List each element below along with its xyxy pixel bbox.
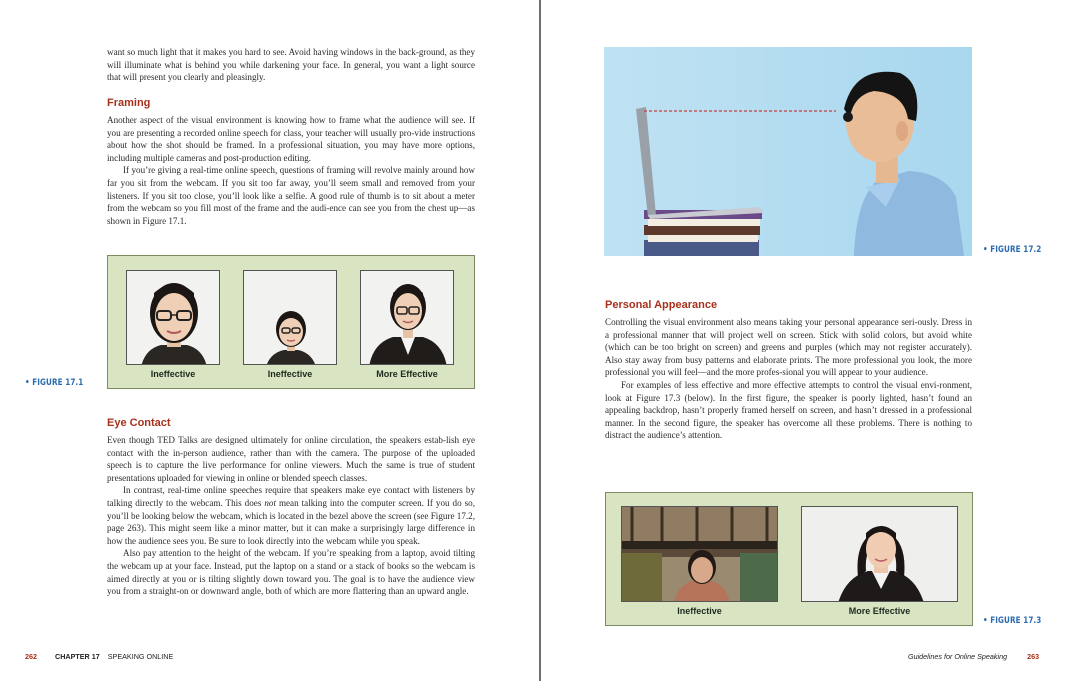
figure-17-1-caption-3: More Effective bbox=[376, 369, 438, 379]
figure-17-3-caption-2: More Effective bbox=[848, 606, 911, 616]
figure-17-3-photo-more-effective bbox=[801, 506, 958, 602]
page-number-left: 262 bbox=[25, 652, 37, 661]
framing-heading: Framing bbox=[107, 97, 151, 109]
figure-17-3-photo-ineffective bbox=[621, 506, 778, 602]
running-title: Guidelines for Online Speaking bbox=[908, 652, 1008, 661]
left-footer bbox=[25, 652, 173, 661]
personal-appearance-paragraph-2: For examples of less effective and more effective attempts to control the visual envi-ronment, look at Figure 17.3 (below). In the first figure, the speaker is poorly lighted, hasn’t found an appealing backdrop, hasn’t properly framed herself on screen, and hasn’t dressed in a professional manner. In the second figure, the speaker has overcome all these problems. There is nothing to distract the audience’s attention. bbox=[605, 379, 972, 441]
intro-paragraph: want so much light that it makes you hard to see. Avoid having windows in the back-ground, as they will illuminate what is behind you while darkening your face. In general, you want a light source that will present you clearly and pleasingly. bbox=[107, 47, 475, 83]
figure-17-1 bbox=[107, 255, 475, 389]
eye-contact-body bbox=[107, 434, 475, 598]
right-page bbox=[541, 0, 1080, 681]
personal-appearance-heading: Personal Appearance bbox=[605, 299, 718, 311]
right-footer bbox=[908, 652, 1039, 661]
figure-17-2-label: • FIGURE 17.2 bbox=[983, 244, 1042, 254]
personal-appearance-paragraph-1: Controlling the visual environment also means taking your personal appearance seri-ously. Dress in a professional manner that will project well on screen. Stick with solid colors, but avoid white (which can be too bright on screen) and greens and purples (which may not register accurately). Also stay away from busy patterns and elaborate prints. The more professional you look, the more professional you will feel—and the more profes-sional you will appear to your audience. bbox=[605, 317, 972, 378]
framing-paragraph-2: If you’re giving a real-time online speech, questions of framing will revolve mainly around how far you sit from the webcam. If you sit too far away, you’ll seem small and removed from your listeners. If you sit too close, you’ll look like a selfie. A good rule of thumb is to sit about a meter from the webcam so you fill most of the frame and the audi-ence can see you from the chest up—as shown in Figure 17.1. bbox=[107, 165, 475, 226]
eye-contact-paragraph-1: Even though TED Talks are designed ultimately for online circulation, the speakers estab-lish eye contact with the in-person audience, rather than with the camera. The purpose of the uploaded speech is to capture the live performance for online viewers. Much the same is true of student presentations uploaded for viewing in online or blended speech classes. bbox=[107, 435, 475, 483]
figure-17-3-caption-1: Ineffective bbox=[677, 606, 722, 616]
framing-photo-chest-up bbox=[360, 270, 454, 365]
figure-17-2-photo bbox=[604, 47, 972, 256]
chapter-title: SPEAKING ONLINE bbox=[107, 652, 174, 661]
personal-appearance-body bbox=[605, 316, 972, 442]
framing-paragraph-1: Another aspect of the visual environment is knowing how to frame what the audience will see. If you are presenting a recorded online speech for class, your teacher will usually pro-vide instructions about how the shot should be framed. In a professional situation, you may have more options, including multiple cameras and post-production editing. bbox=[107, 115, 475, 163]
eye-contact-paragraph-3: Also pay attention to the height of the webcam. If you’re speaking from a laptop, avoid tilting the webcam up at your face. Instead, put the laptop on a stand or a stack of books so the webcam is aimed directly at you or is tilting slightly down toward you. The goal is to have the audience view you from a straight-on or downward angle, both of which are more flattering than an upward angle. bbox=[107, 548, 475, 597]
eye-contact-heading: Eye Contact bbox=[107, 417, 171, 429]
figure-17-1-caption-1: Ineffective bbox=[150, 369, 196, 379]
figure-17-1-label: • FIGURE 17.1 bbox=[25, 377, 84, 387]
figure-17-3-label: • FIGURE 17.3 bbox=[983, 615, 1042, 625]
framing-body bbox=[107, 114, 475, 227]
framing-photo-close bbox=[126, 270, 220, 365]
page-number-right: 263 bbox=[1027, 652, 1040, 661]
framing-photo-far bbox=[243, 270, 337, 365]
figure-17-3 bbox=[605, 492, 973, 626]
left-page bbox=[0, 0, 539, 681]
chapter-label: CHAPTER 17 bbox=[55, 652, 100, 661]
eye-contact-paragraph-2: In contrast, real-time online speeches require that speakers make eye contact with listeners by talking directly to the webcam. This does not mean talking into the computer screen. If you do so, you’ll be looking below the webcam, which is located in the bezel above the screen (see Figure 17.2, page 263). This might seem like a minor matter, but it can make a surprisingly large difference in how the audience sees you. Be sure to look directly into the webcam while you speak. bbox=[107, 485, 475, 546]
figure-17-1-caption-2: Ineffective bbox=[267, 369, 313, 379]
